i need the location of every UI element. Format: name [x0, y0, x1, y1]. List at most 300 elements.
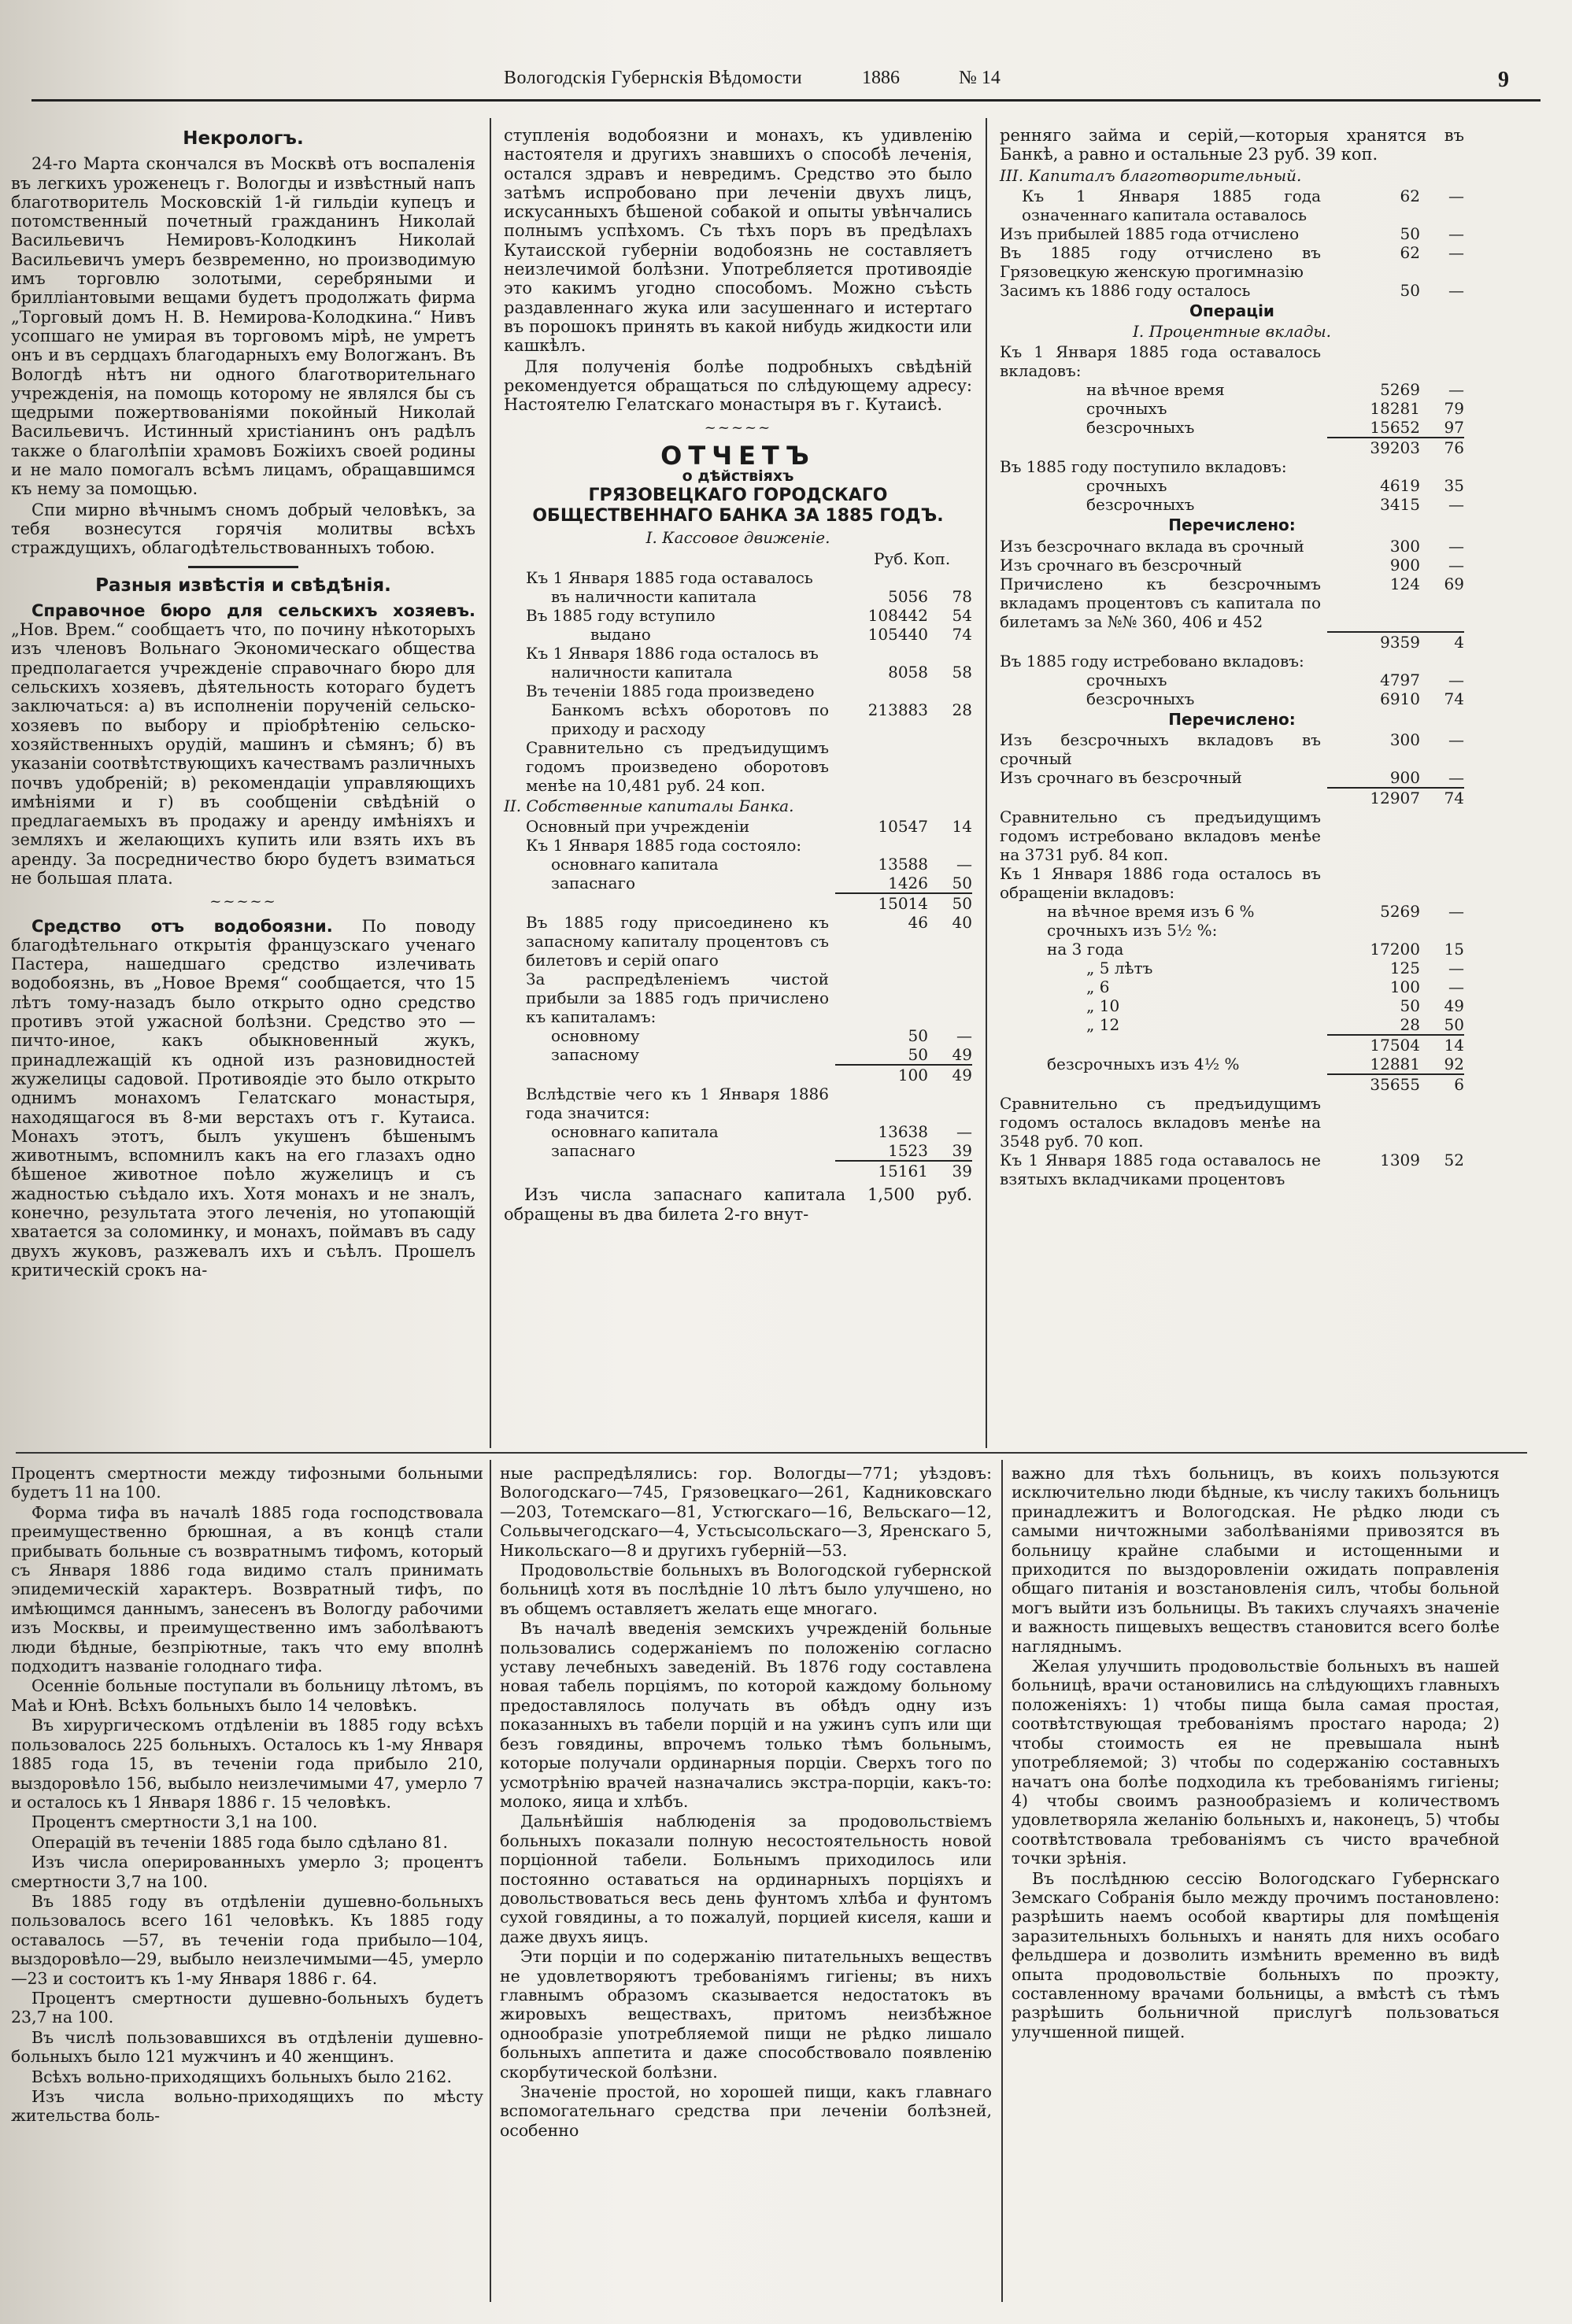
table-row: [504, 817, 972, 836]
paragraph: Форма тифа въ началѣ 1885 года господствовала преимущественно брюшная, а въ концѣ стали прибывать больные съ возвратнымъ тифомъ, который съ Января 1886 года видимо сталъ принимать эпидемическій характеръ. Возвратный тифъ, по имѣющимся даннымъ, занесенъ въ Вологду рабочими изъ Москвы, и преимущественно имъ заболѣваютъ люди бѣдные, безпріютные, такъ что ему вполнѣ подходитъ названіе голоднаго тифа.: [11, 1502, 483, 1676]
row-kopecks: —: [1448, 670, 1464, 689]
table-row: [504, 700, 972, 738]
row-label: „ 5 лѣтъ: [1086, 959, 1153, 978]
row-label: Къ 1 Января 1886 года осталось въ: [526, 643, 819, 663]
row-label: основному: [551, 1026, 640, 1046]
row-label: срочныхъ: [1086, 476, 1167, 496]
row-rubles: 124: [1389, 574, 1420, 593]
wave-divider: ~~~~~: [704, 419, 772, 437]
row-rubles: [835, 1084, 928, 1122]
row-rubles: 17200: [1370, 940, 1420, 959]
row-label: [504, 1160, 835, 1180]
bureau-article: [11, 601, 475, 888]
row-rubles: 5269: [1380, 902, 1420, 922]
column-3: [1000, 126, 1464, 1188]
table-row: [1000, 380, 1464, 399]
table-row: [504, 606, 972, 625]
row-rubles: [1327, 342, 1420, 380]
table-row: [1000, 996, 1464, 1015]
row-label: Изъ безсрочнаго вклада въ срочный: [1000, 536, 1304, 556]
row-kopecks: [928, 738, 972, 795]
row-label: Въ 1885 году истребовано вкладовъ:: [1000, 651, 1304, 671]
row-rubles: 50: [1400, 996, 1420, 1016]
masthead-year: 1886: [862, 68, 900, 88]
row-label: Засимъ къ 1886 году осталось: [1000, 280, 1251, 300]
row-kopecks: [928, 568, 972, 587]
section-charity-capital: III. Капиталъ благотворительный.: [1000, 165, 1302, 185]
row-kopecks: 69: [1444, 574, 1464, 593]
row-label: Изъ безсрочныхъ вкладовъ въ срочный: [1000, 730, 1321, 769]
column-divider: [490, 118, 491, 1448]
row-rubles: 1523: [888, 1141, 928, 1161]
row-kopecks: [1420, 342, 1464, 380]
row-label: Къ 1 Января 1885 года оставалось не взятыхъ вкладчиками процентовъ: [1000, 1151, 1321, 1189]
table-row: [1000, 1034, 1464, 1055]
row-label: „ 12: [1086, 1015, 1120, 1035]
row-rubles: 50: [908, 1026, 928, 1046]
table-row: [504, 1160, 972, 1180]
row-kopecks: 39: [952, 1141, 972, 1161]
report-bank-name: ГРЯЗОВЕЦКАГО ГОРОДСКАГО ОБЩЕСТВЕННАГО БАНКА ЗА 1885 ГОДЪ.: [532, 486, 944, 527]
table-row: [504, 568, 972, 587]
row-label: [1000, 437, 1327, 457]
row-rubles: 5269: [1380, 380, 1420, 400]
row-kopecks: 78: [952, 586, 972, 606]
row-label: Къ 1 Января 1885 года состояло:: [526, 836, 802, 855]
row-rubles: 300: [1389, 536, 1420, 556]
table-row: [1000, 495, 1464, 514]
paragraph: Въ началѣ введенія земскихъ учрежденій больные пользовались содержаніемъ по положенію согласно уставу лечебныхъ заведеній. Въ 1876 году составлена новая табель порціямъ, по которой каждому больному предоставлялось получать въ обѣдъ одну изъ показанныхъ въ табели порцій и на ужинъ супъ или щи безъ говядины, впрочемъ только тѣмъ больнымъ, которые получали ординарныя порціи. Сверхъ того по усмотрѣнію врачей назначались экстра-порціи, какъ-то: молоко, яица и хлѣбъ.: [500, 1619, 992, 1811]
table-row: [504, 682, 972, 700]
row-kopecks: 49: [928, 1064, 972, 1084]
row-label: запасному: [551, 1045, 639, 1065]
paragraph: Въ числѣ пользовавшихся въ отдѣленіи душевно-больныхъ было 121 мужчинъ и 40 женщинъ.: [11, 2027, 483, 2067]
row-label: основнаго капитала: [551, 855, 719, 874]
table-row: [1000, 940, 1464, 959]
row-label: „ 10: [1086, 996, 1120, 1016]
rabies-continued: ступленія водобоязни и монахъ, къ удивленію настоятеля и другихъ знавшихъ о способѣ леченія, остался здравъ и невредимъ. Средство это было затѣмъ испробовано при леченіи двухъ лицъ, искусанныхъ бѣшеной собакой и опыты увѣнчались полнымъ успѣхомъ. Съ тѣхъ поръ въ предѣлахъ Кутаисской губерніи водобоязнь не составляетъ неизлечимой болѣзни. Употребляется противоядіе это какимъ угодно способомъ. Можно съѣсть раздавленнаго жука или засушеннаго и истертаго въ порошокъ принять въ какой нибудь жидкости или кашкѣлъ.: [504, 126, 972, 356]
row-kopecks: —: [1448, 280, 1464, 300]
paragraph: Процентъ смертности между тифозными больными будетъ 11 на 100.: [11, 1464, 483, 1502]
table-row: [1000, 671, 1464, 689]
row-kopecks: —: [1448, 977, 1464, 997]
table-row: [1000, 977, 1464, 996]
row-rubles: 100: [835, 1064, 928, 1084]
rabies-lead: Средство отъ водобоязни.: [31, 916, 333, 936]
paragraph: Всѣхъ вольно-приходящихъ больныхъ было 2162.: [31, 2067, 452, 2086]
row-label: Въ 1885 году присоединено къ запасному капиталу процентовъ съ билетовъ и серій опаго: [526, 913, 829, 970]
table-row: [1000, 537, 1464, 556]
rabies-text: По поводу благодѣтельнаго открытія французскаго ученаго Пастера, нашедшаго средство излечивать водобоязнь, въ „Новое Время“ сообщается, что 15 лѣтъ тому-назадъ было открыто одно средство противъ этой ужасной болѣзни. Средство это — пичто-иное, какъ обыкновенный жукъ, принадлежащій къ одной изъ разновидностей жужелицы садовой. Противоядіе это было открыто однимъ монахомъ Гелатскаго монастыря, находящагося въ 8-ми верстахъ отъ г. Кутаиса. Монахъ этотъ, былъ укушенъ бѣшенымъ животнымъ, вспомнилъ какъ на его глазахъ одно бѣшеное животное поѣло жужелицъ и съ жадностью съѣдало ихъ. Хотя монахъ и не зналъ, конечно, результата этого леченія, но утопающій хватается за соломинку, и монахъ, поймавъ въ саду двухъ жуковъ, разжевалъ ихъ и съѣлъ. Прошелъ критическій срокъ на-: [11, 916, 475, 1280]
row-kopecks: 39: [928, 1160, 972, 1180]
column-2: [504, 126, 972, 1225]
column-divider: [986, 118, 987, 1448]
paragraph: Въ послѣднюю сессію Вологодскаго Губернскаго Земскаго Собранія было между прочимъ постановлено: разрѣшить наемъ особой квартиры для помѣщенія заразительныхъ больныхъ и нанять для нихъ особаго фельдшера и дозволить измѣнить временно въ видѣ опыта продовольствіе больныхъ по проэкту, составленному врачами больницы, а вмѣстѣ съ тѣмъ разрѣшить больничной прислугѣ пользоваться улучшенной пищей.: [1012, 1868, 1500, 2041]
row-kopecks: 49: [1444, 996, 1464, 1016]
table-row: [504, 1045, 972, 1064]
row-rubles: 1309: [1380, 1151, 1420, 1170]
table-row: [1000, 652, 1464, 671]
row-rubles: 125: [1389, 959, 1420, 978]
paragraph: Осенніе больные поступали въ больницу лѣтомъ, въ Маѣ и Юнѣ. Всѣхъ больныхъ было 14 человѣкъ.: [11, 1676, 483, 1715]
row-label: срочныхъ изъ 5½ %:: [1047, 921, 1218, 940]
row-kopecks: [928, 1084, 972, 1122]
table-row: [1000, 418, 1464, 437]
row-label: Изъ срочнаго въ безсрочный: [1000, 555, 1242, 575]
table-row: [504, 1026, 972, 1045]
table-row: [1000, 476, 1464, 495]
row-rubles: 50: [1400, 280, 1420, 300]
row-rubles: 8058: [888, 662, 928, 682]
lower-column-2: [500, 1464, 992, 2141]
row-label: Сравнительно съ предъидущимъ годомъ истребовано вкладовъ менѣе на 3731 руб. 84 коп.: [1000, 807, 1321, 865]
table-row: [1000, 575, 1464, 631]
paragraph: Изъ числа вольно-приходящихъ по мѣсту жительства боль-: [11, 2087, 483, 2126]
charity-table: [1000, 187, 1464, 300]
paragraph: Процентъ смертности душевно-больныхъ будетъ 23,7 на 100.: [11, 1988, 483, 2027]
row-rubles: 15652: [1370, 418, 1420, 438]
row-rubles: [835, 970, 928, 1026]
row-rubles: 50: [1400, 224, 1420, 243]
paragraph: Процентъ смертности 3,1 на 100.: [31, 1812, 318, 1832]
row-label: Изъ срочнаго въ безсрочный: [1000, 768, 1242, 788]
table-row: [1000, 399, 1464, 418]
row-label: безсрочныхъ: [1086, 418, 1195, 438]
row-label: Сравнительно съ предъидущимъ годомъ произведено оборотовъ менѣе на 10,481 руб. 24 коп.: [526, 737, 829, 795]
row-kopecks: [928, 682, 972, 700]
column-divider: [1001, 1460, 1003, 2302]
paragraph: Эти порціи и по содержанію питательныхъ веществъ не удовлетворяютъ требованіямъ гигіены; въ нихъ главнымъ образомъ сказывается недостатокъ въ жировыхъ веществахъ, притомъ неизбѣжное однообразіе употребляемой пищи не рѣдко лишало больныхъ аппетита и даже способствовало появленію скорбутической болѣзни.: [500, 1947, 992, 2082]
row-kopecks: 50: [952, 874, 972, 893]
paragraph: Изъ числа оперированныхъ умерло 3; процентъ смертности 3,7 на 100.: [11, 1853, 483, 1891]
row-label: „ 6: [1086, 977, 1110, 997]
paragraph: Продовольствіе больныхъ въ Вологодской губернской больницѣ хотя въ послѣдніе 10 лѣтъ было улучшено, но въ общемъ оставляетъ желать еще многаго.: [500, 1561, 992, 1618]
column-1: [11, 126, 475, 1281]
row-kopecks: 52: [1444, 1151, 1464, 1170]
row-label: Въ 1885 году вступило: [526, 605, 716, 625]
row-label: въ наличности капитала: [551, 586, 756, 606]
row-rubles: 13638: [878, 1122, 928, 1142]
table-row: [504, 738, 972, 795]
paragraph: Желая улучшить продовольствіе больныхъ въ нашей больницѣ, врачи остановились на слѣдующихъ главныхъ положеніяхъ: 1) чтобы пища была самая простая, соотвѣтствующая требованіямъ простаго народа; 2) чтобы стоимость ея не превышала нынѣ употребляемой; 3) чтобы по содержанію составныхъ начатъ она болѣе подходила къ требованіямъ гигіены; 4) чтобы своимъ разнообразіемъ и количествомъ удовлетворяла желанію больныхъ и, наконецъ, 5) чтобы соотвѣтствовала требованіямъ съ чисто врачебной точки зрѣнія.: [1012, 1657, 1500, 1868]
necrology-end: Спи мирно вѣчнымъ сномъ добрый человѣкъ, за тебя вознесутся горячія молитвы всѣхъ страждущихъ, облагодѣтельствованныхъ тобою.: [11, 500, 475, 558]
row-rubles: 1426: [888, 874, 928, 893]
necrology-text: 24-го Марта скончался въ Москвѣ отъ воспаленія въ легкихъ уроженецъ г. Вологды и извѣстный напъ благотворитель Московскій 1-й гильдіи купецъ и потомственный почетный гражданинъ Николай Васильевичъ Немировъ-Колодкинъ Николай Васильевичъ умеръ безвременно, но производимую имъ торговлю золотыми, серебряными и бриллiантовыми вещами будетъ продолжать фирма „Торговый домъ Н. В. Немирова-Колодкина.“ Нивъ усопшаго не умирая въ торговомъ мірѣ, не умретъ онъ и въ сердцахъ благодарныхъ ему Вологжанъ. Въ Вологдѣ нѣтъ ни одного благотворительнаго учрежденія, на помощь которому не являлся бы съ щедрыми пожертвованіями покойный Николай Васильевичъ. Истинный христіанинъ онъ радѣлъ также о благолѣпіи храмовъ Божіихъ своей родины и не мало помогалъ всѣмъ лицамъ, обращавшимся къ нему за помощью.: [11, 154, 475, 499]
row-label: срочныхъ: [1086, 399, 1167, 419]
paragraph: Значеніе простой, но хорошей пищи, какъ главнаго вспомогательнаго средства при леченіи болѣзней, особенно: [500, 2082, 992, 2140]
paragraph: Въ хирургическомъ отдѣленіи въ 1885 году всѣхъ пользовалось 225 больныхъ. Осталось къ 1-му Января 1885 года 15, въ теченіи года прибыло 210, выздоровѣло 156, выбыло неизлечимыми 47, умерло 7 и осталось къ 1 Января 1886 г. 15 человѣкъ.: [11, 1716, 483, 1812]
row-label: Въ 1885 году поступило вкладовъ:: [1000, 457, 1287, 477]
row-rubles: 105440: [867, 624, 928, 644]
wave-divider: ~~~~~: [209, 893, 277, 911]
paragraph: Операцій въ теченіи 1885 года было сдѣлано 81.: [31, 1832, 449, 1852]
table-row: [504, 1141, 972, 1160]
row-kopecks: 74: [1420, 787, 1464, 807]
row-label: Основный при учрежденіи: [526, 817, 750, 837]
report-subtitle: о дѣйствіяхъ: [682, 467, 794, 486]
table-row: [1000, 187, 1464, 224]
table-row: [1000, 730, 1464, 768]
row-kopecks: 92: [1444, 1055, 1464, 1074]
table-row: [504, 1122, 972, 1141]
row-rubles: 9359: [1327, 631, 1420, 652]
row-rubles: [835, 682, 928, 700]
row-rubles: 300: [1389, 730, 1420, 750]
table-row: [504, 1064, 972, 1084]
row-rubles: [1327, 921, 1420, 940]
row-label: на вѣчное время изъ 6 %: [1047, 902, 1255, 922]
column-divider: [490, 1460, 491, 2302]
transferred-heading-2: Перечислено:: [1168, 709, 1296, 729]
divider-rule: [188, 566, 298, 568]
row-kopecks: 40: [952, 913, 972, 933]
table-row: [1000, 281, 1464, 300]
row-label: наличности капитала: [551, 662, 733, 682]
table-row: [1000, 342, 1464, 380]
balances-table: [1000, 730, 1464, 1188]
row-rubles: 17504: [1327, 1034, 1420, 1055]
table-row: [1000, 787, 1464, 807]
row-rubles: 18281: [1370, 399, 1420, 419]
row-label: [1000, 787, 1327, 807]
row-rubles: [835, 644, 928, 663]
row-rubles: 15014: [835, 892, 928, 913]
capital-table: [504, 817, 972, 1180]
currency-header: Руб. Коп.: [874, 549, 951, 568]
row-kopecks: —: [956, 855, 972, 874]
table-row: [1000, 1055, 1464, 1073]
table-row: [1000, 1073, 1464, 1094]
row-label: безсрочныхъ: [1086, 495, 1195, 515]
table-row: [504, 913, 972, 970]
lower-column-3: [1012, 1464, 1500, 2042]
row-kopecks: 35: [1444, 476, 1464, 496]
deposits-table: [1000, 342, 1464, 514]
table-row: [504, 836, 972, 855]
row-kopecks: [1420, 457, 1464, 476]
table-row: [1000, 457, 1464, 476]
row-rubles: 4797: [1380, 670, 1420, 689]
row-kopecks: [928, 836, 972, 855]
row-rubles: 62: [1400, 186, 1420, 205]
row-kopecks: [1420, 921, 1464, 940]
row-label: [1000, 1034, 1327, 1055]
row-label: Изъ прибылей 1885 года отчислено: [1000, 224, 1300, 243]
row-label: запаснаго: [551, 1141, 636, 1161]
table-row: [1000, 768, 1464, 787]
row-kopecks: 6: [1420, 1073, 1464, 1094]
table-row: [1000, 556, 1464, 575]
row-label: Къ 1 Января 1885 года означеннаго капитала оставалось: [1022, 186, 1321, 224]
row-kopecks: 54: [952, 605, 972, 625]
row-kopecks: 14: [952, 817, 972, 837]
table-row: [1000, 902, 1464, 921]
row-kopecks: [928, 644, 972, 663]
row-rubles: 12881: [1370, 1055, 1420, 1074]
table-row: [504, 855, 972, 874]
masthead-title: Вологодскія Губернскія Вѣдомости: [504, 68, 803, 88]
paragraph: Въ 1885 году въ отдѣленіи душевно-больныхъ пользовалось всего 161 человѣкъ. Къ 1885 году оставалось —57, въ теченіи года прибыло—104, выздоровѣло—29, выбыло неизлечимыми—45, умерло—23 и состоитъ къ 1-му Января 1886 г. 64.: [11, 1891, 483, 1988]
row-kopecks: —: [956, 1122, 972, 1142]
table-row: [1000, 1094, 1464, 1151]
row-rubles: [1327, 652, 1420, 671]
row-kopecks: 50: [928, 892, 972, 913]
row-label: Причислено къ безсрочнымъ вкладамъ процентовъ съ капитала по билетамъ за №№ 360, 406 и 452: [1000, 574, 1321, 631]
row-label: на 3 года: [1047, 940, 1124, 959]
table-row: [1000, 243, 1464, 281]
row-kopecks: 76: [1420, 437, 1464, 457]
row-kopecks: [928, 970, 972, 1026]
row-label: выдано: [590, 624, 651, 644]
row-kopecks: —: [1448, 555, 1464, 575]
capital-tail: Изъ числа запаснаго капитала 1,500 руб. обращены въ два билета 2-го внут-: [504, 1185, 972, 1224]
row-label: запаснаго: [551, 874, 636, 893]
row-label: Къ 1 Января 1885 года оставалось: [526, 567, 813, 587]
row-rubles: 46: [908, 913, 928, 933]
table-row: [504, 874, 972, 892]
row-label: За распредѣленіемъ чистой прибыли за 1885 годъ причислено къ капиталамъ:: [526, 970, 829, 1027]
row-label: основнаго капитала: [551, 1122, 719, 1142]
lower-column-1: [11, 1464, 483, 2126]
row-kopecks: 74: [1444, 689, 1464, 708]
table-row: [1000, 631, 1464, 652]
row-label: Банкомъ всѣхъ оборотовъ по приходу и расходу: [551, 700, 829, 738]
table-row: [504, 625, 972, 644]
page-number: 9: [1498, 68, 1509, 92]
row-rubles: [1327, 864, 1420, 902]
row-kopecks: 79: [1444, 399, 1464, 419]
table-row: [1000, 864, 1464, 902]
table-row: [1000, 921, 1464, 940]
row-rubles: 6910: [1380, 689, 1420, 708]
row-kopecks: —: [956, 1026, 972, 1046]
table-row: [1000, 959, 1464, 977]
table-row: [1000, 1151, 1464, 1188]
table-row: [504, 970, 972, 1026]
table-row: [504, 892, 972, 913]
row-rubles: 13588: [878, 855, 928, 874]
row-kopecks: 14: [1420, 1034, 1464, 1055]
row-kopecks: —: [1448, 768, 1464, 788]
row-rubles: 50: [908, 1045, 928, 1065]
cash-table: [504, 568, 972, 795]
row-kopecks: [1420, 807, 1464, 864]
row-label: Вслѣдствіе чего къ 1 Января 1886 года значится:: [526, 1084, 829, 1123]
table-row: [1000, 224, 1464, 243]
row-kopecks: 15: [1444, 940, 1464, 959]
row-rubles: 108442: [867, 605, 928, 625]
row-label: [504, 892, 835, 913]
table-row: [1000, 437, 1464, 457]
news-heading: Разныя извѣстія и свѣдѣнія.: [95, 575, 391, 596]
row-kopecks: [1420, 652, 1464, 671]
row-rubles: [835, 836, 928, 855]
row-rubles: 213883: [867, 700, 928, 719]
table-row: [504, 1084, 972, 1122]
row-rubles: [1327, 1094, 1420, 1151]
row-rubles: [835, 738, 928, 795]
row-rubles: 28: [1400, 1015, 1420, 1035]
row-kopecks: —: [1448, 730, 1464, 750]
rabies-article: [11, 917, 475, 1280]
row-label: Въ 1885 году отчислено въ Грязовецкую женскую прогимназію: [1000, 242, 1321, 281]
row-rubles: 12907: [1327, 787, 1420, 807]
row-rubles: [1327, 807, 1420, 864]
row-label: Сравнительно съ предъидущимъ годомъ осталось вкладовъ менѣе на 3548 руб. 70 коп.: [1000, 1094, 1321, 1151]
row-kopecks: —: [1448, 536, 1464, 556]
row-rubles: 4619: [1380, 476, 1420, 496]
section-own-capital: II. Собственные капиталы Банка.: [504, 796, 794, 815]
row-kopecks: 49: [952, 1045, 972, 1065]
section-cash-movement: I. Кассовое движеніе.: [645, 528, 830, 548]
row-rubles: 900: [1389, 768, 1420, 788]
row-rubles: 39203: [1327, 437, 1420, 457]
row-kopecks: —: [1448, 380, 1464, 400]
table-row: [504, 644, 972, 663]
row-label: [1000, 1073, 1327, 1094]
row-label: безсрочныхъ: [1086, 689, 1195, 708]
rabies-contact: Для полученія болѣе подробныхъ свѣдѣній рекомендуется обращаться по слѣдующему адресу: Настоятелю Гелатскаго монастыря въ г. Кутаисѣ.: [504, 357, 972, 415]
masthead-number: № 14: [959, 68, 1001, 88]
row-kopecks: 50: [1444, 1015, 1464, 1035]
row-rubles: 100: [1389, 977, 1420, 997]
row-kopecks: —: [1448, 242, 1464, 262]
row-kopecks: —: [1448, 186, 1464, 205]
row-rubles: [835, 568, 928, 587]
row-label: Въ теченіи 1885 года произведено: [526, 681, 815, 700]
row-label: Къ 1 Января 1885 года оставалось вкладовъ:: [1000, 342, 1321, 381]
operations-heading: Операціи: [1189, 301, 1274, 320]
row-kopecks: —: [1448, 959, 1464, 978]
table-row: [1000, 807, 1464, 864]
report-title: ОТЧЕТЪ: [660, 440, 816, 471]
paragraph: важно для тѣхъ больницъ, въ коихъ пользуются исключительно люди бѣдные, къ числу такихъ больницъ принадлежитъ и Вологодская. Не рѣдко люди съ самыми ничтожными заболѣваніями привозятся въ больницу крайне слабыми и истощенными и приходится по выздоровленіи ожидать поправленія общаго питанія и возстановленія силъ, чтобы больной могъ выйти изъ больницы. Въ такихъ случаяхъ значеніе и важность пищевыхъ веществъ становится всего болѣе нагляднымъ.: [1012, 1464, 1500, 1656]
row-rubles: 35655: [1327, 1073, 1420, 1094]
row-kopecks: [1420, 1094, 1464, 1151]
section-interest-deposits: I. Процентные вклады.: [1132, 322, 1332, 342]
bureau-lead: Справочное бюро для сельскихъ хозяевъ.: [31, 600, 475, 620]
paragraph: ные распредѣлялись: гор. Вологды—771; уѣздовъ: Вологодскаго—745, Грязовецкаго—261, Кадниковскаго—203, Тотемскаго—81, Устюгскаго—16, Вельскаго—12, Сольвычегодскаго—4, Устьсысольскаго—3, Яренскаго 5, Никольскаго—8 и другихъ губерній—53.: [500, 1464, 992, 1560]
row-label: [504, 1064, 835, 1084]
table-row: [504, 663, 972, 682]
row-rubles: 5056: [888, 586, 928, 606]
row-kopecks: 74: [952, 624, 972, 644]
row-kopecks: 4: [1420, 631, 1464, 652]
transferred-heading: Перечислено:: [1168, 515, 1296, 535]
section-divider: [16, 1452, 1527, 1454]
col3-head: ренняго займа и серій,—которыя хранятся въ Банкѣ, а равно и остальные 23 руб. 39 коп.: [1000, 126, 1464, 164]
row-label: срочныхъ: [1086, 670, 1167, 689]
row-kopecks: —: [1448, 902, 1464, 922]
transfers-table: [1000, 537, 1464, 708]
paragraph: Дальнѣйшія наблюденія за продовольствіемъ больныхъ показали полную несостоятельность новой порціонной табели. Больнымъ приходилось или постоянно оставаться на ординарныхъ порціяхъ и довольствоваться весь день фунтомъ хлѣба и фунтомъ сухой говядины, а то пожалуй, порцией киселя, каши и даже двухъ яицъ.: [500, 1812, 992, 1946]
masthead: [31, 68, 1541, 102]
row-kopecks: 58: [952, 662, 972, 682]
row-kopecks: [1420, 864, 1464, 902]
table-row: [1000, 1015, 1464, 1034]
row-kopecks: 28: [952, 700, 972, 719]
row-rubles: [1327, 457, 1420, 476]
row-rubles: 10547: [878, 817, 928, 837]
row-label: на вѣчное время: [1086, 380, 1225, 400]
necrology-heading: Некрологъ.: [183, 128, 304, 149]
table-row: [1000, 689, 1464, 708]
row-label: [1000, 631, 1327, 652]
table-row: [504, 587, 972, 606]
row-rubles: 3415: [1380, 495, 1420, 515]
row-rubles: 15161: [835, 1160, 928, 1180]
row-label: Къ 1 Января 1886 года осталось въ обращеніи вкладовъ:: [1000, 864, 1321, 903]
